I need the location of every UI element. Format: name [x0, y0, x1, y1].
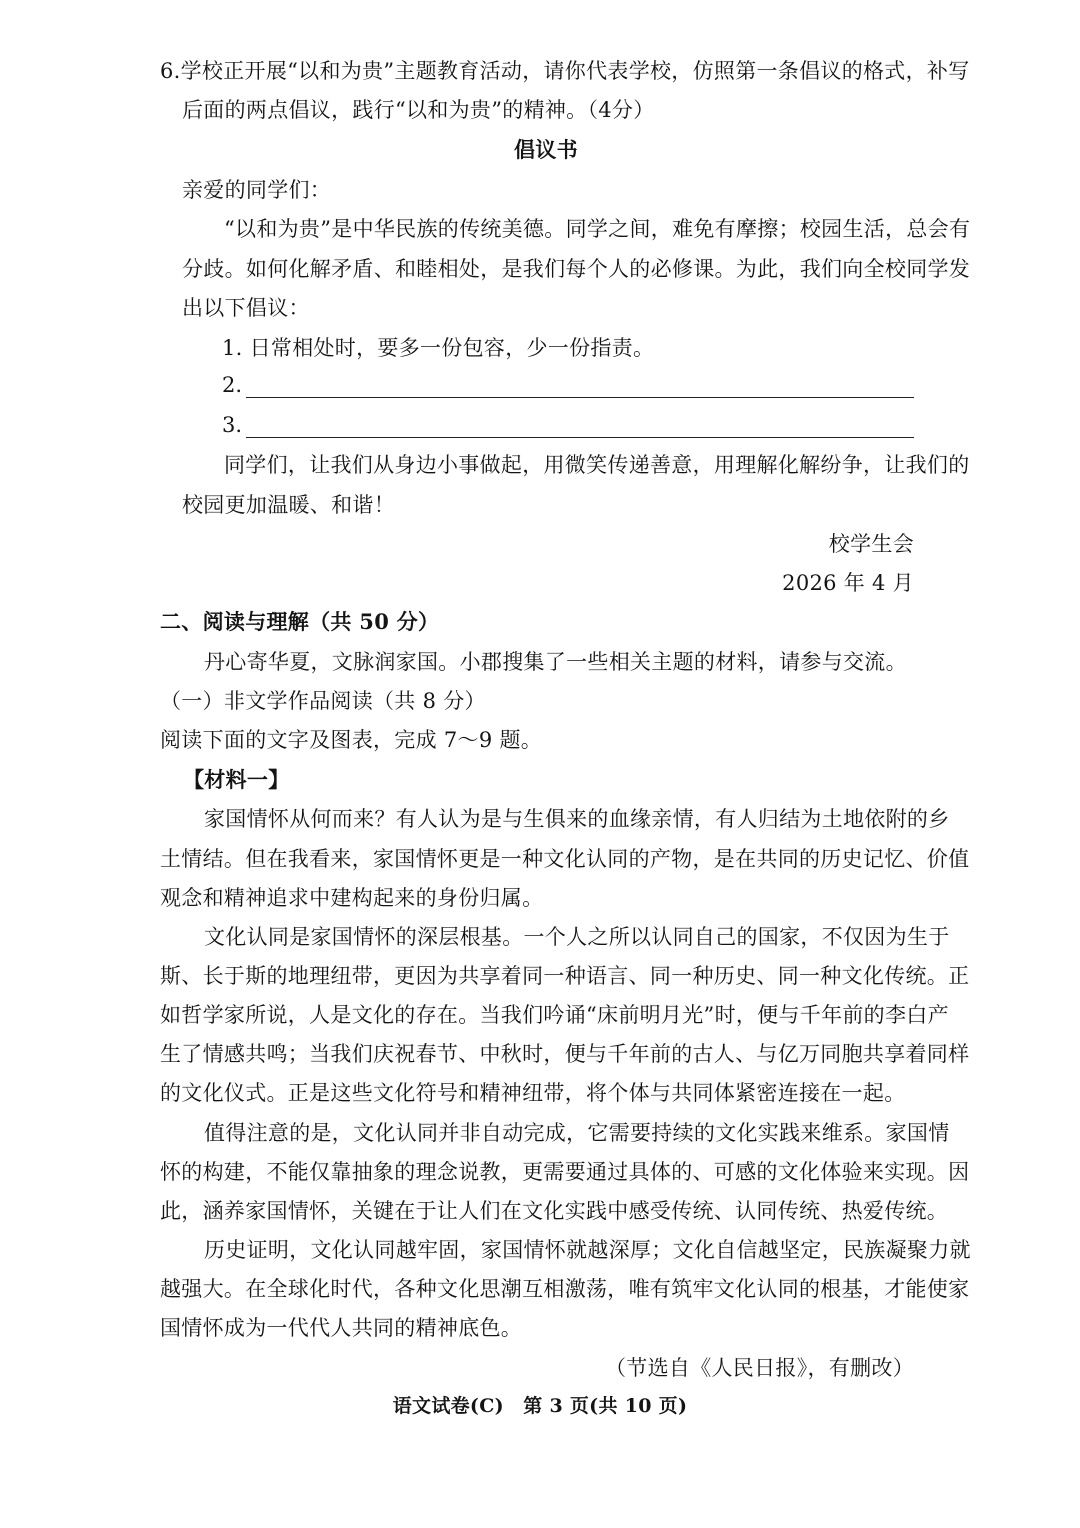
answer-line [246, 397, 914, 398]
section-2-intro: 丹心寄华夏，文脉润家国。小郡搜集了一些相关主题的材料，请参与交流。 [204, 650, 907, 674]
article-line: 如哲学家所说，人是文化的存在。当我们吟诵“床前明月光”时，便与千年前的李白产 [160, 1003, 949, 1027]
article-line: 越强大。在全球化时代，各种文化思潮互相激荡，唯有筑牢文化认同的根基，才能使家 [160, 1277, 970, 1301]
article-line: 的文化仪式。正是这些文化符号和精神纽带，将个体与共同体紧密连接在一起。 [160, 1081, 906, 1105]
question-6-line-1: 6.学校正开展“以和为贵”主题教育活动，请你代表学校，仿照第一条倡议的格式，补写 [160, 59, 970, 83]
page-footer: 语文试卷(C) 第 3 页(共 10 页) [392, 1395, 688, 1417]
article-line: 家国情怀从何而来？有人认为是与生俱来的血缘亲情，有人归结为土地依附的乡 [204, 807, 950, 831]
article-line: 生了情感共鸣；当我们庆祝春节、中秋时，便与千年前的古人、与亿万同胞共享着同样 [160, 1042, 970, 1066]
proposal-intro-line: 分歧。如何化解矛盾、和睦相处，是我们每个人的必修课。为此，我们向全校同学发 [182, 257, 971, 281]
proposal-closing-line: 校园更加温暖、和谐！ [182, 493, 395, 517]
section-2-heading: 二、阅读与理解（共 50 分） [160, 609, 440, 634]
proposal-item-3-blank[interactable] [222, 410, 914, 440]
article-line: 国情怀成为一代代人共同的精神底色。 [160, 1316, 523, 1340]
question-6-line-2: 后面的两点倡议，践行“以和为贵”的精神。（4分） [182, 98, 655, 122]
proposal-salutation: 亲爱的同学们： [182, 178, 332, 202]
article-line: 此，涵养家国情怀，关键在于让人们在文化实践中感受传统、认同传统、热爱传统。 [160, 1199, 949, 1223]
article-line: 土情结。但在我看来，家国情怀更是一种文化认同的产物，是在共同的历史记忆、价值 [160, 847, 970, 871]
proposal-item-2-blank[interactable] [222, 370, 914, 400]
proposal-item-2-number: 2. [222, 373, 243, 397]
proposal-signature: 校学生会 [828, 532, 914, 556]
material-1-title: 【材料一】 [183, 767, 290, 792]
section-2-subheading: （一）非文学作品阅读（共 8 分） [160, 689, 486, 713]
proposal-date: 2026 年 4 月 [782, 571, 914, 595]
article-line: 历史证明，文化认同越牢固，家国情怀就越深厚；文化自信越坚定，民族凝聚力就 [204, 1238, 971, 1262]
proposal-title: 倡议书 [514, 137, 578, 162]
article-line: 文化认同是家国情怀的深层根基。一个人之所以认同自己的国家，不仅因为生于 [204, 925, 950, 949]
section-2-instruction: 阅读下面的文字及图表，完成 7～9 题。 [160, 728, 543, 752]
proposal-intro-line: 出以下倡议： [182, 296, 310, 320]
article-line: 值得注意的是，文化认同并非自动完成，它需要持续的文化实践来维系。家国情 [204, 1121, 950, 1145]
proposal-item-1: 1. 日常相处时，要多一份包容，少一份指责。 [222, 336, 655, 360]
answer-line [246, 437, 914, 438]
proposal-closing-line: 同学们，让我们从身边小事做起，用微笑传递善意，用理解化解纷争，让我们的 [224, 453, 970, 477]
article-line: 怀的构建，不能仅靠抽象的理念说教，更需要通过具体的、可感的文化体验来实现。因 [160, 1160, 970, 1184]
article-line: 斯、长于斯的地理纽带，更因为共享着同一种语言、同一种历史、同一种文化传统。正 [160, 964, 970, 988]
proposal-item-3-number: 3. [222, 413, 243, 437]
article-line: 观念和精神追求中建构起来的身份归属。 [160, 886, 544, 910]
article-source: （节选自《人民日报》，有删改） [605, 1356, 914, 1380]
proposal-intro-line: “以和为贵”是中华民族的传统美德。同学之间，难免有摩擦；校园生活，总会有 [224, 217, 971, 241]
